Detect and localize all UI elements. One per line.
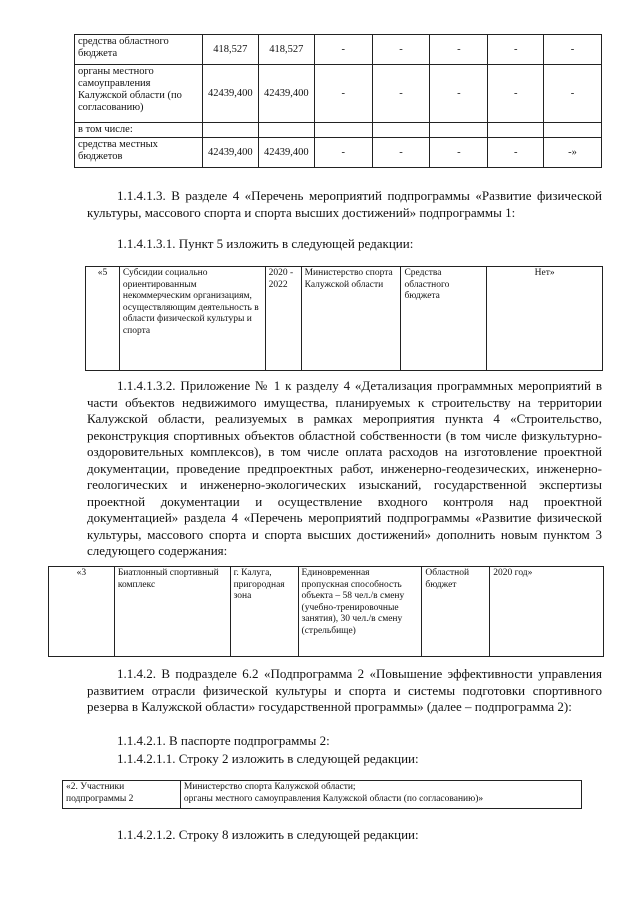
participant-line: органы местного самоуправления Калужской области (по согласованию)» xyxy=(183,793,484,804)
item-years: 2020 - 2022 xyxy=(265,267,301,371)
value-cell: 418,527 xyxy=(202,35,258,65)
value-cell: 42439,400 xyxy=(202,65,258,123)
item-amount: Нет» xyxy=(487,267,603,371)
table-row xyxy=(75,35,602,65)
participant-line: Министерство спорта Калужской области; xyxy=(183,782,356,792)
table-row xyxy=(75,138,602,168)
dash-cell: - xyxy=(488,35,544,65)
dash-cell: - xyxy=(372,65,430,123)
value-cell: 42439,400 xyxy=(258,138,314,168)
dash-cell: - xyxy=(372,138,430,168)
paragraph-1-1-4-1-3: 1.1.4.1.3. В разделе 4 «Перечень мероприятий подпрограммы «Развитие физической культуры, массового спорта и спорта высших достижений» подпрограммы 1: xyxy=(87,188,602,220)
dash-cell xyxy=(488,123,544,138)
dash-cell xyxy=(314,123,372,138)
item5-table xyxy=(85,266,603,371)
item-source: Средства областного бюджета xyxy=(401,267,487,371)
item-name: Субсидии социально ориентированным некоммерческим организациям, осуществляющим деятельность в области физической культуры и спорта xyxy=(119,267,265,371)
item-name: Биатлонный спортивный комплекс xyxy=(114,567,230,657)
row-label: органы местного самоуправления Калужской области (по согласованию) xyxy=(75,65,203,123)
table-row xyxy=(63,781,582,809)
dash-cell: - xyxy=(488,65,544,123)
dash-cell: - xyxy=(488,138,544,168)
table-row xyxy=(86,267,603,371)
value-cell xyxy=(202,123,258,138)
dash-cell: - xyxy=(544,35,602,65)
participants-cell xyxy=(180,781,581,809)
item-source: Областной бюджет xyxy=(422,567,490,657)
participants-table xyxy=(62,780,582,809)
item-place: г. Калуга, пригородная зона xyxy=(230,567,298,657)
paragraph-1-1-4-1-3-2: 1.1.4.1.3.2. Приложение № 1 к разделу 4 «Детализация программных мероприятий в части объектов недвижимого имущества, планируемых к строительству на территории Калужской области, реализуемых в рамках мероприятия пункта 4 «Строительство, реконструкция спортивных объектов областной собственности (в том числе физкультурно-оздоровительных комплексов), в том числе оплата расходов на изготовление проектной документации, проведение предпроектных работ, инженерно-геодезических, инженерно-геологических и инженерно-экологических изысканий, государственной экспертизы проектной документации и осуществление входного контроля над проектной документацией» раздела 4 «Перечень мероприятий подпрограммы «Развитие физической культуры, массового спорта и спорта высших достижений» дополнить новым пунктом 3 следующего содержания: xyxy=(87,378,602,558)
paragraph-1-1-4-2-1-2: 1.1.4.2.1.2. Строку 8 изложить в следующей редакции: xyxy=(117,827,419,842)
dash-cell xyxy=(430,123,488,138)
paragraph-1-1-4-1-3-1: 1.1.4.1.3.1. Пункт 5 изложить в следующей редакции: xyxy=(117,236,414,251)
dash-cell: - xyxy=(314,138,372,168)
item-number: «5 xyxy=(86,267,120,371)
paragraph-1-1-4-2: 1.1.4.2. В подразделе 6.2 «Подпрограмма 2 «Повышение эффективности управления развитием отрасли физической культуры и спорта и системы подготовки спортивного резерва в Калужской области» государственной программы» (далее – подпрограмма 2): xyxy=(87,666,602,714)
dash-cell: - xyxy=(430,138,488,168)
row-label: средства местных бюджетов xyxy=(75,138,203,168)
dash-cell xyxy=(544,123,602,138)
value-cell xyxy=(258,123,314,138)
table-row xyxy=(75,65,602,123)
dash-cell xyxy=(372,123,430,138)
row-label: «2. Участники подпрограммы 2 xyxy=(63,781,181,809)
dash-cell: - xyxy=(430,35,488,65)
paragraph-1-1-4-2-1-1: 1.1.4.2.1.1. Строку 2 изложить в следующей редакции: xyxy=(117,751,419,766)
value-cell: 42439,400 xyxy=(258,65,314,123)
value-cell: 418,527 xyxy=(258,35,314,65)
row-label: средства областного бюджета xyxy=(75,35,203,65)
dash-cell: - xyxy=(314,35,372,65)
item-capacity: Единовременная пропускная способность объекта – 58 чел./в смену (учебно-тренировочные занятия), 30 чел./в смену (стрельбище) xyxy=(298,567,422,657)
value-cell: 42439,400 xyxy=(202,138,258,168)
item-executor: Министерство спорта Калужской области xyxy=(301,267,401,371)
dash-cell: - xyxy=(314,65,372,123)
item-year: 2020 год» xyxy=(490,567,604,657)
table-row xyxy=(75,123,602,138)
funding-table xyxy=(74,34,602,168)
item-number: «3 xyxy=(49,567,115,657)
dash-cell: - xyxy=(544,65,602,123)
item3-table xyxy=(48,566,604,657)
paragraph-1-1-4-2-1: 1.1.4.2.1. В паспорте подпрограммы 2: xyxy=(117,733,330,748)
row-label: в том числе: xyxy=(75,123,203,138)
table-row xyxy=(49,567,604,657)
dash-cell: -» xyxy=(544,138,602,168)
dash-cell: - xyxy=(430,65,488,123)
dash-cell: - xyxy=(372,35,430,65)
